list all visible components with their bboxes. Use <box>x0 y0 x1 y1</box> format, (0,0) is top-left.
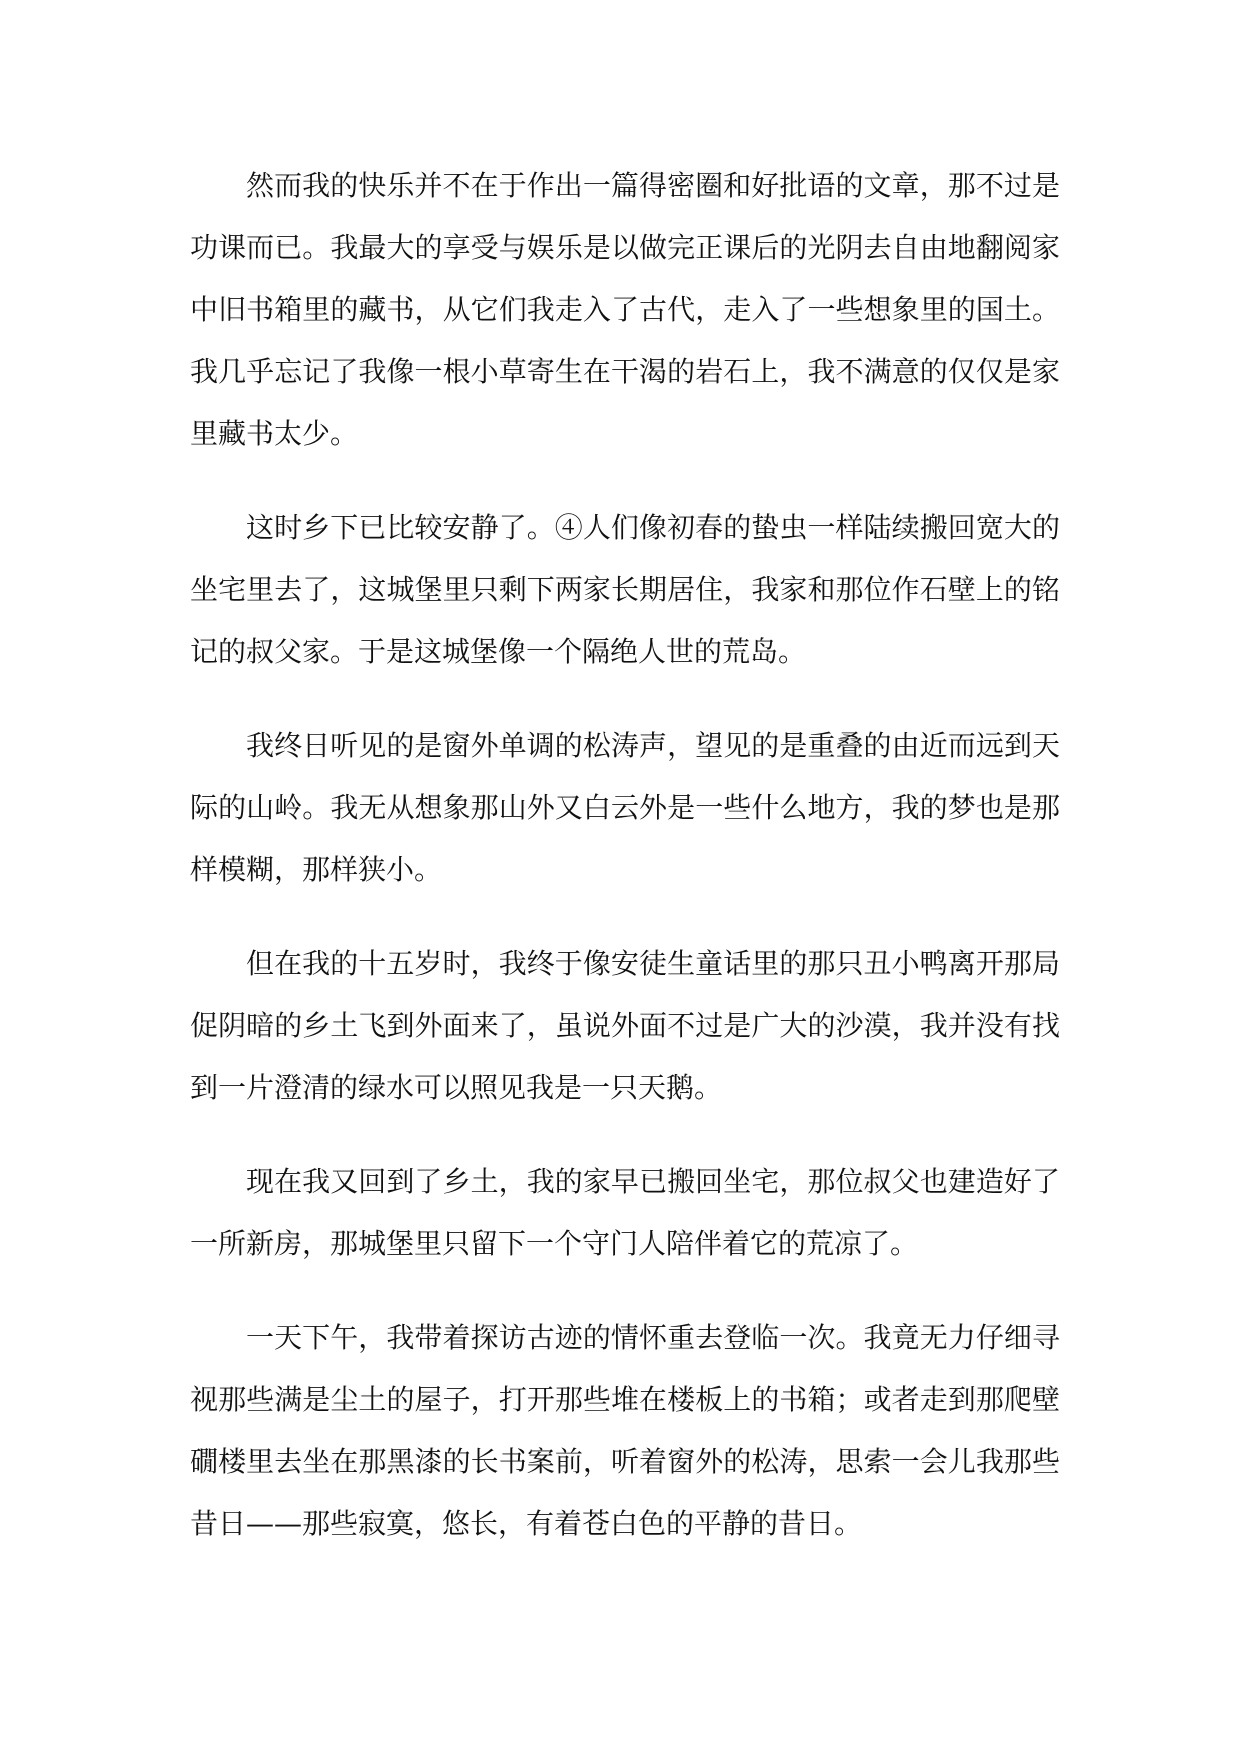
paragraph-5: 现在我又回到了乡土，我的家早已搬回坐宅，那位叔父也建造好了一所新房，那城堡里只留下一个守门人陪伴着它的荒凉了。 <box>190 1165 1060 1260</box>
paragraph-2: 这时乡下已比较安静了。④人们像初春的蛰虫一样陆续搬回宽大的坐宅里去了，这城堡里只剩下两家长期居住，我家和那位作石壁上的铭记的叔父家。于是这城堡像一个隔绝人世的荒岛。 <box>190 511 1060 668</box>
paragraph-6: 一天下午，我带着探访古迹的情怀重去登临一次。我竟无力仔细寻视那些满是尘土的屋子，打开那些堆在楼板上的书箱；或者走到那爬壁礀楼里去坐在那黑漆的长书案前，听着窗外的松涛，思索一会儿我那些昔日——那些寂寞，悠长，有着苍白色的平静的昔日。 <box>190 1321 1060 1540</box>
paragraph-3: 我终日听见的是窗外单调的松涛声，望见的是重叠的由近而远到天际的山岭。我无从想象那山外又白云外是一些什么地方，我的梦也是那样模糊，那样狭小。 <box>190 729 1060 886</box>
paragraph-1: 然而我的快乐并不在于作出一篇得密圈和好批语的文章，那不过是功课而已。我最大的享受与娱乐是以做完正课后的光阴去自由地翻阅家中旧书箱里的藏书，从它们我走入了古代，走入了一些想象里的国土。我几乎忘记了我像一根小草寄生在干渴的岩石上，我不满意的仅仅是家里藏书太少。 <box>190 169 1060 450</box>
body-text <box>190 155 1060 1587</box>
paragraph-4: 但在我的十五岁时，我终于像安徒生童话里的那只丑小鸭离开那局促阴暗的乡土飞到外面来了，虽说外面不过是广大的沙漠，我并没有找到一片澄清的绿水可以照见我是一只天鹅。 <box>190 947 1060 1104</box>
